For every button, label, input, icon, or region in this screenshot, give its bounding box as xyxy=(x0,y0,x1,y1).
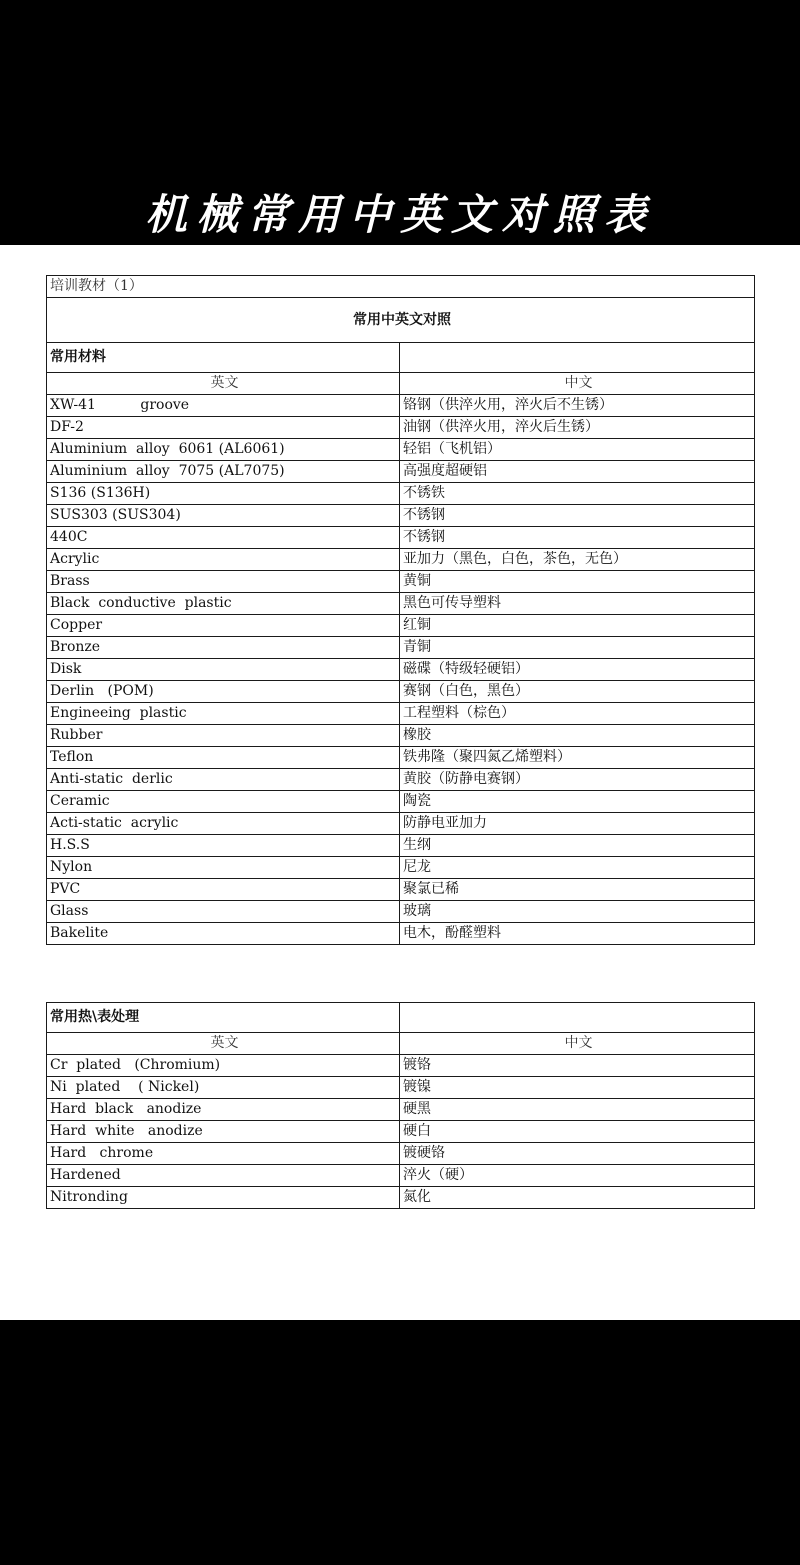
col-header-en: 英文 xyxy=(47,373,400,395)
english-term: Nitronding xyxy=(47,1187,400,1209)
doc-title-row xyxy=(47,298,755,343)
table-row xyxy=(47,747,755,769)
chinese-term: 不锈钢 xyxy=(400,505,755,527)
chinese-term: 铬钢（供淬火用，淬火后不生锈） xyxy=(400,395,755,417)
table-row xyxy=(47,461,755,483)
table-row xyxy=(47,1121,755,1143)
english-term: Disk xyxy=(47,659,400,681)
chinese-term: 红铜 xyxy=(400,615,755,637)
chinese-term: 磁碟（特级轻硬铝） xyxy=(400,659,755,681)
table-row xyxy=(47,923,755,945)
chinese-term: 尼龙 xyxy=(400,857,755,879)
table-row xyxy=(47,681,755,703)
table-row xyxy=(47,615,755,637)
table-row xyxy=(47,417,755,439)
banner xyxy=(0,0,800,245)
chinese-term: 淬火（硬） xyxy=(400,1165,755,1187)
english-term: Brass xyxy=(47,571,400,593)
english-term: Ni plated ( Nickel) xyxy=(47,1077,400,1099)
english-term: Glass xyxy=(47,901,400,923)
chinese-term: 工程塑料（棕色） xyxy=(400,703,755,725)
english-term: Acti-static acrylic xyxy=(47,813,400,835)
section-row xyxy=(47,343,755,373)
table-row xyxy=(47,703,755,725)
table-row xyxy=(47,791,755,813)
chinese-term: 陶瓷 xyxy=(400,791,755,813)
section-row xyxy=(47,1003,755,1033)
col-header-en: 英文 xyxy=(47,1033,400,1055)
chinese-term: 黄铜 xyxy=(400,571,755,593)
chinese-term: 硬黑 xyxy=(400,1099,755,1121)
table-row xyxy=(47,571,755,593)
table-row xyxy=(47,725,755,747)
english-term: DF-2 xyxy=(47,417,400,439)
table-row xyxy=(47,769,755,791)
chinese-term: 橡胶 xyxy=(400,725,755,747)
doc-title: 常用中英文对照 xyxy=(47,298,755,343)
table-row xyxy=(47,879,755,901)
english-term: Copper xyxy=(47,615,400,637)
english-term: Hard chrome xyxy=(47,1143,400,1165)
table-row xyxy=(47,593,755,615)
english-term: H.S.S xyxy=(47,835,400,857)
materials-table xyxy=(46,275,755,945)
treatment-section-title: 常用热\表处理 xyxy=(47,1003,400,1033)
table-row xyxy=(47,439,755,461)
materials-section-title: 常用材料 xyxy=(47,343,400,373)
table-row xyxy=(47,1077,755,1099)
chinese-term: 玻璃 xyxy=(400,901,755,923)
chinese-term: 氮化 xyxy=(400,1187,755,1209)
english-term: Rubber xyxy=(47,725,400,747)
english-term: Teflon xyxy=(47,747,400,769)
table-row xyxy=(47,1165,755,1187)
column-header-row xyxy=(47,1033,755,1055)
table-row xyxy=(47,1187,755,1209)
table-row xyxy=(47,857,755,879)
chinese-term: 不锈铁 xyxy=(400,483,755,505)
doc-label-row xyxy=(47,276,755,298)
english-term: Bakelite xyxy=(47,923,400,945)
chinese-term: 轻铝（飞机铝） xyxy=(400,439,755,461)
chinese-term: 镀镍 xyxy=(400,1077,755,1099)
table-row xyxy=(47,835,755,857)
english-term: Cr plated (Chromium) xyxy=(47,1055,400,1077)
chinese-term: 硬白 xyxy=(400,1121,755,1143)
table-row xyxy=(47,483,755,505)
english-term: Anti-static derlic xyxy=(47,769,400,791)
table-row xyxy=(47,637,755,659)
english-term: Engineeing plastic xyxy=(47,703,400,725)
english-term: XW-41 groove xyxy=(47,395,400,417)
table-row xyxy=(47,527,755,549)
english-term: Hard black anodize xyxy=(47,1099,400,1121)
table-row xyxy=(47,505,755,527)
section-blank-cell xyxy=(400,1003,755,1033)
bottom-black-area xyxy=(0,1320,800,1565)
chinese-term: 油钢（供淬火用，淬火后生锈） xyxy=(400,417,755,439)
col-header-zh: 中文 xyxy=(400,1033,755,1055)
table-row xyxy=(47,813,755,835)
section-blank-cell xyxy=(400,343,755,373)
banner-title: 机械常用中英文对照表 xyxy=(144,190,655,239)
english-term: Aluminium alloy 6061 (AL6061) xyxy=(47,439,400,461)
table-row xyxy=(47,1099,755,1121)
chinese-term: 铁弗隆（聚四氮乙烯塑料） xyxy=(400,747,755,769)
table-row xyxy=(47,1143,755,1165)
english-term: Bronze xyxy=(47,637,400,659)
chinese-term: 青铜 xyxy=(400,637,755,659)
table-row xyxy=(47,395,755,417)
chinese-term: 赛钢（白色，黑色） xyxy=(400,681,755,703)
english-term: Hard white anodize xyxy=(47,1121,400,1143)
english-term: SUS303 (SUS304) xyxy=(47,505,400,527)
table-row xyxy=(47,1055,755,1077)
english-term: Aluminium alloy 7075 (AL7075) xyxy=(47,461,400,483)
chinese-term: 黄胶（防静电赛钢） xyxy=(400,769,755,791)
table-row xyxy=(47,901,755,923)
doc-label: 培训教材（1） xyxy=(47,276,755,298)
english-term: 440C xyxy=(47,527,400,549)
english-term: S136 (S136H) xyxy=(47,483,400,505)
english-term: Acrylic xyxy=(47,549,400,571)
english-term: Black conductive plastic xyxy=(47,593,400,615)
chinese-term: 黑色可传导塑料 xyxy=(400,593,755,615)
chinese-term: 聚氯已稀 xyxy=(400,879,755,901)
table-row xyxy=(47,549,755,571)
english-term: PVC xyxy=(47,879,400,901)
chinese-term: 亚加力（黑色，白色，茶色，无色） xyxy=(400,549,755,571)
english-term: Derlin (POM) xyxy=(47,681,400,703)
treatment-table xyxy=(46,1002,755,1209)
chinese-term: 镀铬 xyxy=(400,1055,755,1077)
english-term: Ceramic xyxy=(47,791,400,813)
chinese-term: 防静电亚加力 xyxy=(400,813,755,835)
english-term: Nylon xyxy=(47,857,400,879)
col-header-zh: 中文 xyxy=(400,373,755,395)
column-header-row xyxy=(47,373,755,395)
chinese-term: 不锈钢 xyxy=(400,527,755,549)
chinese-term: 高强度超硬铝 xyxy=(400,461,755,483)
table-row xyxy=(47,659,755,681)
chinese-term: 镀硬铬 xyxy=(400,1143,755,1165)
chinese-term: 生纲 xyxy=(400,835,755,857)
english-term: Hardened xyxy=(47,1165,400,1187)
chinese-term: 电木，酚醛塑料 xyxy=(400,923,755,945)
